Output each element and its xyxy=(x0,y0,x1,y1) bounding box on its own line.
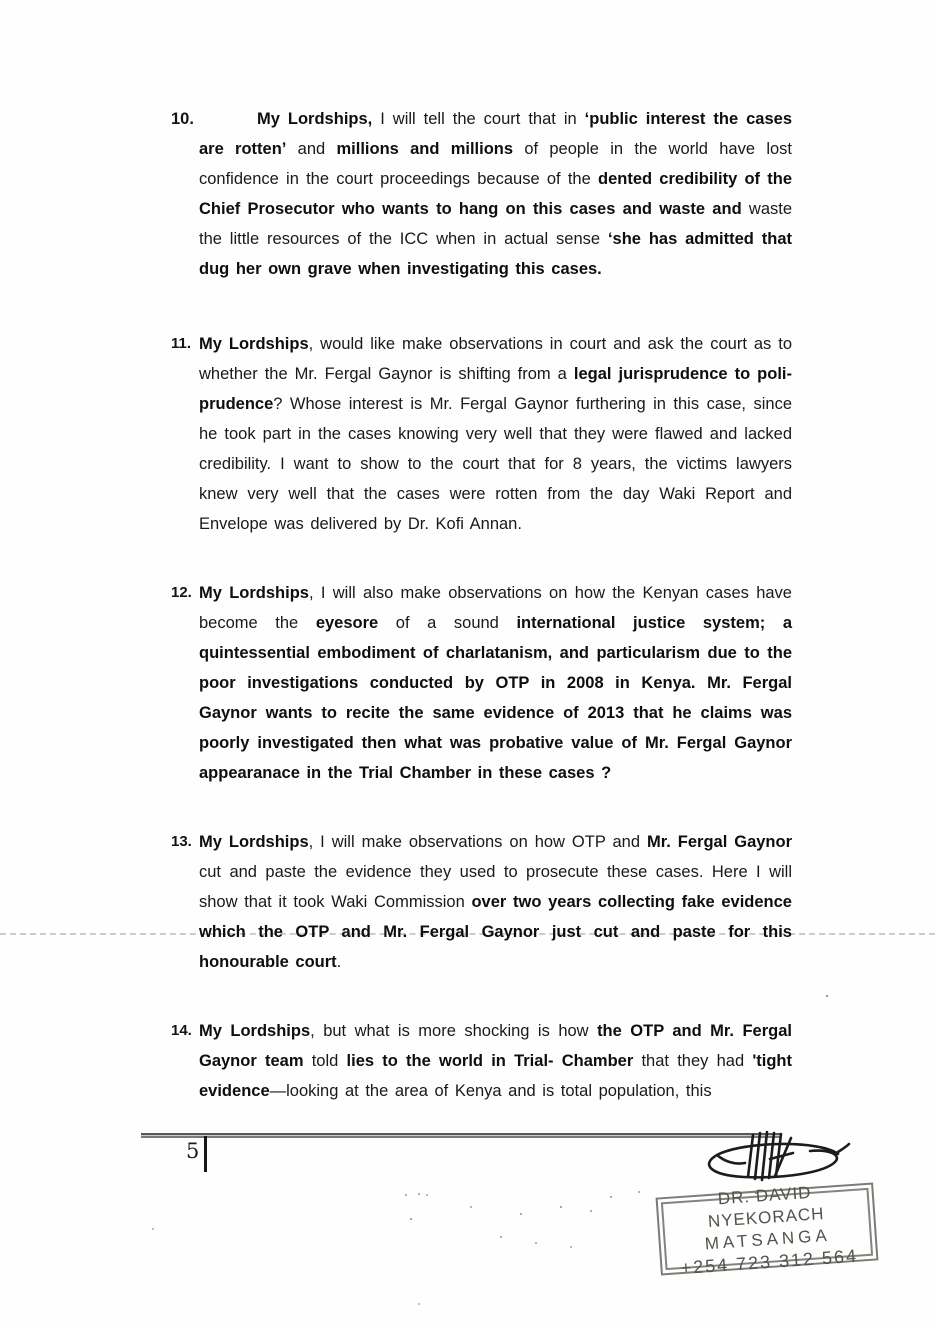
paragraph-12 xyxy=(171,578,792,788)
paragraph-11 xyxy=(171,329,792,539)
document-body xyxy=(171,104,792,1145)
stamp-border xyxy=(661,1182,873,1278)
stamp xyxy=(656,1182,879,1278)
paragraph-number: 12. xyxy=(171,584,192,601)
scan-speckles xyxy=(410,1218,412,1220)
paragraph-text: My Lordships, I will also make observations on how the Kenyan cases have become the eyesore of a sound international justice system; a quintessential embodiment of charlatanism, and particularism due to the poor investigations conducted by OTP in 2008 in Kenya. Mr. Fergal Gaynor wants to recite the same evidence of 2013 that he claims was poorly investigated then what was probative value of Mr. Fergal Gaynor appearanace in the Trial Chamber in these cases ? xyxy=(199,584,793,782)
paragraph-number: 10. xyxy=(171,110,194,128)
stamp-name: DR. DAVID NYEKORACH xyxy=(707,1182,826,1231)
paragraph-number: 11. xyxy=(171,335,192,352)
paragraph-text: My Lordships, would like make observations in court and ask the court as to whether the Mr. Fergal Gaynor is shifting from a legal jurisprudence to poli-prudence? Whose interest is Mr. Fergal Gaynor furthering in this case, since he took part in the cases knowing very well that they were flawed and lacked credibility. I want to show to the court that for 8 years, the victims lawyers knew very well that the cases were rotten from the day Waki Report and Envelope was delivered by Dr. Kofi Annan. xyxy=(199,335,793,533)
paragraph-number: 14. xyxy=(171,1022,192,1039)
paragraph-number: 13. xyxy=(171,833,192,850)
page-number-bar xyxy=(204,1136,207,1172)
paragraph-14 xyxy=(171,1016,792,1106)
paragraph-13 xyxy=(171,827,792,977)
stamp-surname: MATSANGA xyxy=(704,1225,832,1253)
paragraph-text: My Lordships, I will make observations on how OTP and Mr. Fergal Gaynor cut and paste the evidence they used to prosecute these cases. Here I will show that it took Waki Commission over two years collecting fake evidence which the OTP and Mr. Fergal Gaynor just cut and paste for this honourable court. xyxy=(199,833,793,971)
footer-rule xyxy=(141,1133,781,1138)
paragraph-10 xyxy=(171,104,792,284)
stamp-phone: +254 723 312 564 xyxy=(679,1245,859,1278)
paragraph-text: My Lordships, I will tell the court that in ‘public interest the cases are rotten’ and millions and millions of people in the world have lost confidence in the court proceedings because of the dented credibility of the Chief Prosecutor who wants to hang on this cases and waste and waste the little resources of the ICC when in actual sense ‘she has admitted that dug her own grave when investigating this cases. xyxy=(199,110,793,278)
paragraph-text: My Lordships, but what is more shocking is how the OTP and Mr. Fergal Gaynor team told lies to the world in Trial- Chamber that they had 'tight evidence—looking at the area of Kenya and is total population, this xyxy=(199,1022,792,1100)
page-number: 5 xyxy=(186,1139,200,1163)
signature-scribble xyxy=(698,1124,853,1194)
